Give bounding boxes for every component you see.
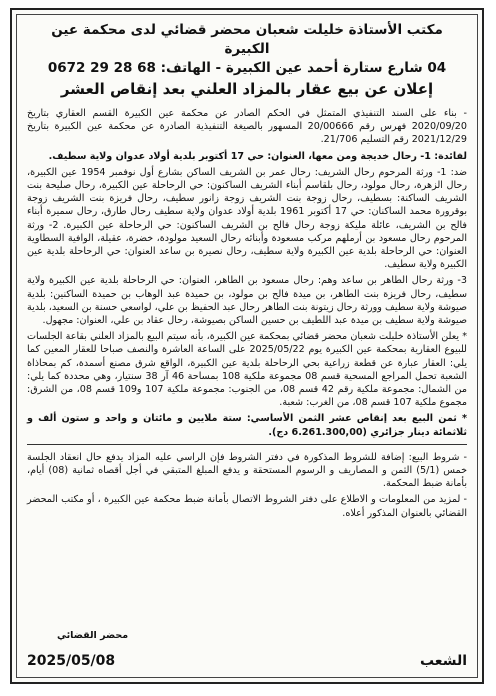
footer xyxy=(27,653,467,669)
signature: محضر القضائي xyxy=(57,630,129,641)
paragraph-sale-details: * يعلن الأستاذة خليلت شعبان محضر قضائي بمحكمة عين الكبيرة، بأنه سيتم البيع بالمزاد العلني بقاعة الجلسات للبيوع العقارية بمحكمة عين الكبيرة يوم 2025/05/22 على الساعة العاشرة والنصف صباحا للعقار المعين كما يلي: العقار عبارة عن قطعة زراعية بحي الرحاحلة بلدية عين الكبيرة، الواقع شرق مصنع أسمدة، كم بمحاذاة الشعبة تحمل المراجع المسحية قسم 08 مجموعة ملكية 108 بمساحة 46 آر 38 سنتيار، وهي محددة كما يلي: من الشمال: مجموعة ملكية رقم 42 قسم 08، من الجنوب: مجموعة ملكية 107 و109 قسم 08، من الشرق: مجموع ملكية 107 قسم 08، من الغرب: شعبة. xyxy=(27,331,467,409)
paragraph-legal-basis: - بناء على السند التنفيذي المتمثل في الحكم الصادر عن محكمة عين الكبيرة القسم العقاري بتاريخ 2020/09/20 فهرس رقم 20/00666 المسهور بالصيغة التنفيذية الصادرة عن محكمة عين الكبيرة بتاريخ 2021/12/29 رقم التسليم 21/706. xyxy=(27,108,467,146)
paragraph-price: * ثمن البيع بعد إنقاص عشر الثمن الأساسي: ستة ملايين و مائتان و واحد و ستون ألف و ثلاثمائة دينار جزائري (6.261.300,00 دج). xyxy=(27,413,467,438)
divider xyxy=(27,444,467,445)
paragraph-beneficiary: لفائدة: 1- رحال خديجة ومن معها، العنوان: حي 17 أكتوبر بلدية أولاد عدوان ولاية سطيف. xyxy=(48,150,467,162)
newspaper-name: الشعب xyxy=(419,653,467,669)
office-address: 04 شارع ستارة أحمد عين الكبيرة - الهاتف: 68 28 29 0672 xyxy=(47,60,447,76)
announcement-sheet xyxy=(10,8,484,684)
office-name: مكتب الأستاذة خليلت شعبان محضر قضائي لدى محكمة عين الكبيرة xyxy=(51,22,443,57)
announcement-frame xyxy=(16,14,478,678)
paragraph-conditions: - شروط البيع: إضافة للشروط المذكورة في دفتر الشروط فإن الراسي عليه المزاد يدفع حال انعقاد الجلسة خمس (5/1) الثمن و المصاريف و الرسوم المستحقة و يدفع المبلغ المتبقي في أجل أقصاه ثمانية (08) أيام، بأمانة ضبط المحكمة. xyxy=(27,451,467,490)
publication-date: 2025/05/08 xyxy=(27,653,116,669)
announcement-title: إعلان عن بيع عقار بالمزاد العلني بعد إنقاص العشر xyxy=(60,80,434,98)
announcement-body xyxy=(27,107,467,520)
paragraph-against: ضد: 1- ورثة المرحوم رحال الشريف: رحال عمر بن الشريف الساكن بشارع أول نوفمبر 1954 عين الكبيرة، رحال الزهرة، رحال مولود، رحال بلقاسم أبناء الشريف الساكنون: حي الرحاحلة عين الكبيرة، رحال صليحة بنت الشريف الساكنة: بسطيف، رحال زوجة بنت الشريف زوجة زانور سطيف، رحال فريزة بنت الشريف زوجة بوقرورة محمد الساكنان: حي 17 أكتوبر 1961 بلدية أولاد عدوان ولاية سطيف رحال طارق، رحال سميرة أبناء فالح بن الشريف، عائلة مليكة زوجة رحال فالح بن الشريف الساكنون: حي الرحاحلة عين الكبيرة. 2- ورثة المرحوم رحال مسعود بن أرملهم مركب مسعودة وأبنائه رحال السعيد مولودة، خضرة، عقيلة، الوافية السطاوية العنوان: حي الرحاحلة بلدية عين الكبيرة ولاية سطيف، رحال نصيرة بن ساعد العنوان: حي الرحاحلة بلدية عين الكبيرة ولاية سطيف. xyxy=(27,166,467,271)
paragraph-heirs: 3- ورثة رحال الطاهر بن ساعد وهم: رحال مسعود بن الطاهر، العنوان: حي الرحاحلة بلدية عين الكبيرة ولاية سطيف، رحال فريزة بنت الطاهر، بن ميدة فالح بن مولود، بن حميدة عبد الوهاب بن حميدة الساكنين: بلدية صيوشة ولاية سطيف وورثة رحال زيتونة بنت الطاهر رحال عبد الحفيظ بن علي، لواسعي حسنة بن السعيد، بلدية صيوشة ولاية سطيف بن ميدة عبد اللطيف بن حسين الساكن بصيوشة، رحال عقاد بن علي، العنوان: مجهول. xyxy=(27,275,467,327)
paragraph-info: - لمزيد من المعلومات و الاطلاع على دفتر الشروط الاتصال بأمانة ضبط محكمة عين الكبيرة ، أو مكتب المحضر القضائي بالعنوان المذكور أعلاه. xyxy=(27,494,467,519)
